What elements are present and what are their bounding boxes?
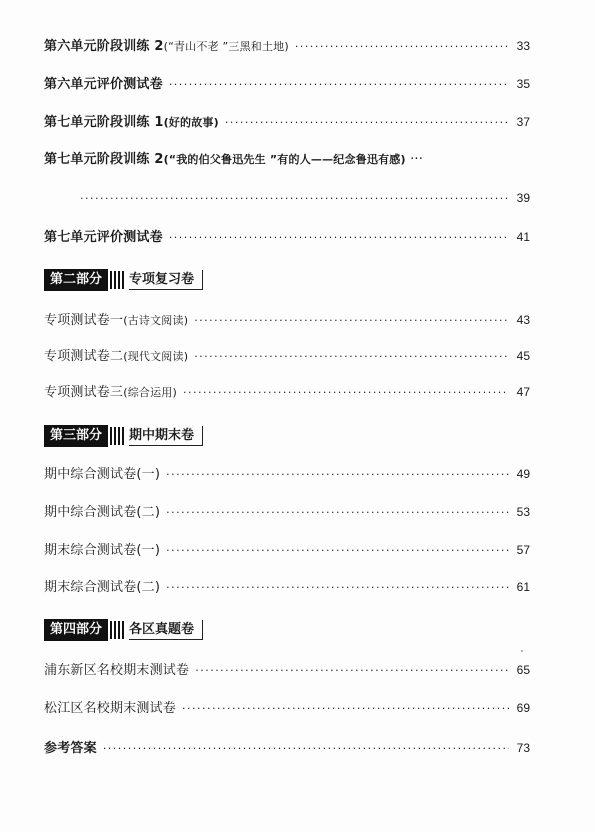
toc-entry-subtitle: (现代文阅读) — [123, 350, 189, 363]
section-tag: 第四部分 — [44, 619, 108, 641]
toc-entry-final-2[interactable] — [44, 579, 530, 596]
toc-page-number: 57 — [516, 543, 530, 557]
toc-entry-title: 第七单元阶段训练 2 — [44, 152, 164, 167]
toc-entry-songjiang[interactable] — [44, 700, 530, 717]
toc-page-number: 37 — [516, 115, 530, 129]
toc-page-number: 35 — [516, 77, 530, 91]
dot-leader — [194, 349, 509, 365]
toc-page-number: 47 — [516, 385, 530, 399]
toc-entry-subtitle: (综合运用) — [123, 386, 177, 399]
dot-leader — [166, 505, 509, 521]
section-bars-decoration — [110, 271, 126, 289]
toc-entry-special-1[interactable] — [44, 312, 530, 329]
toc-entry-title: 专项测试卷一 — [44, 313, 124, 328]
dot-leader — [103, 741, 509, 757]
toc-entry-title: 第六单元评价测试卷 — [44, 77, 163, 92]
section-tag: 第三部分 — [44, 425, 108, 447]
toc-entry-u6-eval[interactable] — [44, 76, 530, 93]
toc-entry-title: 第七单元阶段训练 1 — [44, 115, 164, 130]
toc-page-number: 61 — [516, 580, 530, 594]
toc-entry-special-3[interactable] — [44, 384, 530, 401]
toc-entry-title: 松江区名校期末测试卷 — [44, 701, 177, 716]
dot-leader — [182, 701, 509, 717]
toc-entry-subtitle: (“青山不老 ”三黑和土地) — [163, 40, 289, 53]
section-header-part3 — [44, 426, 203, 446]
toc-entry-subtitle: (“我的伯父鲁迅先生 ”有的人——纪念鲁迅有感) — [163, 153, 406, 166]
section-header-part4 — [44, 620, 203, 640]
toc-entry-special-2[interactable] — [44, 348, 530, 365]
toc-page-number: 65 — [516, 663, 530, 677]
dot-leader — [295, 39, 509, 55]
toc-entry-title: 期中综合测试卷(二) — [44, 505, 161, 520]
toc-page-number: 41 — [516, 230, 530, 244]
dot-leader — [80, 191, 509, 207]
toc-page-number: 73 — [516, 741, 530, 755]
dot-leader — [169, 77, 509, 93]
section-label: 各区真题卷 — [129, 620, 203, 640]
toc-entry-title: 期末综合测试卷(二) — [44, 580, 161, 595]
toc-page-number: 33 — [516, 39, 530, 53]
toc-entry-pudong[interactable] — [44, 662, 530, 679]
toc-entry-subtitle: (好的故事) — [163, 116, 219, 129]
toc-entry-u7-stage2[interactable] — [44, 152, 530, 168]
dot-leader — [169, 230, 509, 246]
dot-leader: ··· — [405, 152, 424, 167]
section-bars-decoration — [110, 621, 126, 639]
toc-entry-u7-stage2-continued[interactable] — [80, 190, 530, 207]
section-bars-decoration — [110, 427, 126, 445]
toc-page-number: 69 — [516, 701, 530, 715]
toc-entry-mid-2[interactable] — [44, 504, 530, 521]
toc-page-number: 43 — [516, 313, 530, 327]
toc-entry-title: 期末综合测试卷(一) — [44, 543, 161, 558]
toc-entry-final-1[interactable] — [44, 542, 530, 559]
dot-leader — [194, 313, 509, 329]
toc-page-number: 53 — [516, 505, 530, 519]
toc-entry-title: 参考答案 — [44, 741, 97, 756]
toc-entry-title: 第六单元阶段训练 2 — [44, 39, 164, 54]
toc-entry-title: 浦东新区名校期末测试卷 — [44, 663, 190, 678]
toc-entry-title: 专项测试卷二 — [44, 349, 124, 364]
toc-entry-answers[interactable] — [44, 740, 530, 757]
toc-entry-subtitle: (古诗文阅读) — [123, 314, 189, 327]
dot-leader — [195, 663, 509, 679]
toc-page-number: 45 — [516, 349, 530, 363]
toc-entry-title: 期中综合测试卷(一) — [44, 467, 161, 482]
toc-entry-title: 专项测试卷三 — [44, 385, 124, 400]
dot-leader — [225, 115, 509, 131]
section-label: 专项复习卷 — [129, 270, 203, 290]
dot-leader — [166, 543, 509, 559]
dot-leader — [183, 385, 509, 401]
section-label: 期中期末卷 — [129, 426, 203, 446]
toc-entry-u7-eval[interactable] — [44, 229, 530, 246]
toc-page-number: 39 — [516, 191, 530, 205]
toc-page-number: 49 — [516, 467, 530, 481]
section-tag: 第二部分 — [44, 269, 108, 291]
section-header-part2 — [44, 270, 203, 290]
toc-entry-title: 第七单元评价测试卷 — [44, 230, 163, 245]
dot-leader — [166, 580, 509, 596]
toc-entry-u7-stage1[interactable] — [44, 114, 530, 131]
toc-entry-u6-stage2[interactable] — [44, 38, 530, 55]
dot-leader — [166, 467, 509, 483]
scan-speck — [521, 650, 523, 652]
toc-entry-mid-1[interactable] — [44, 466, 530, 483]
